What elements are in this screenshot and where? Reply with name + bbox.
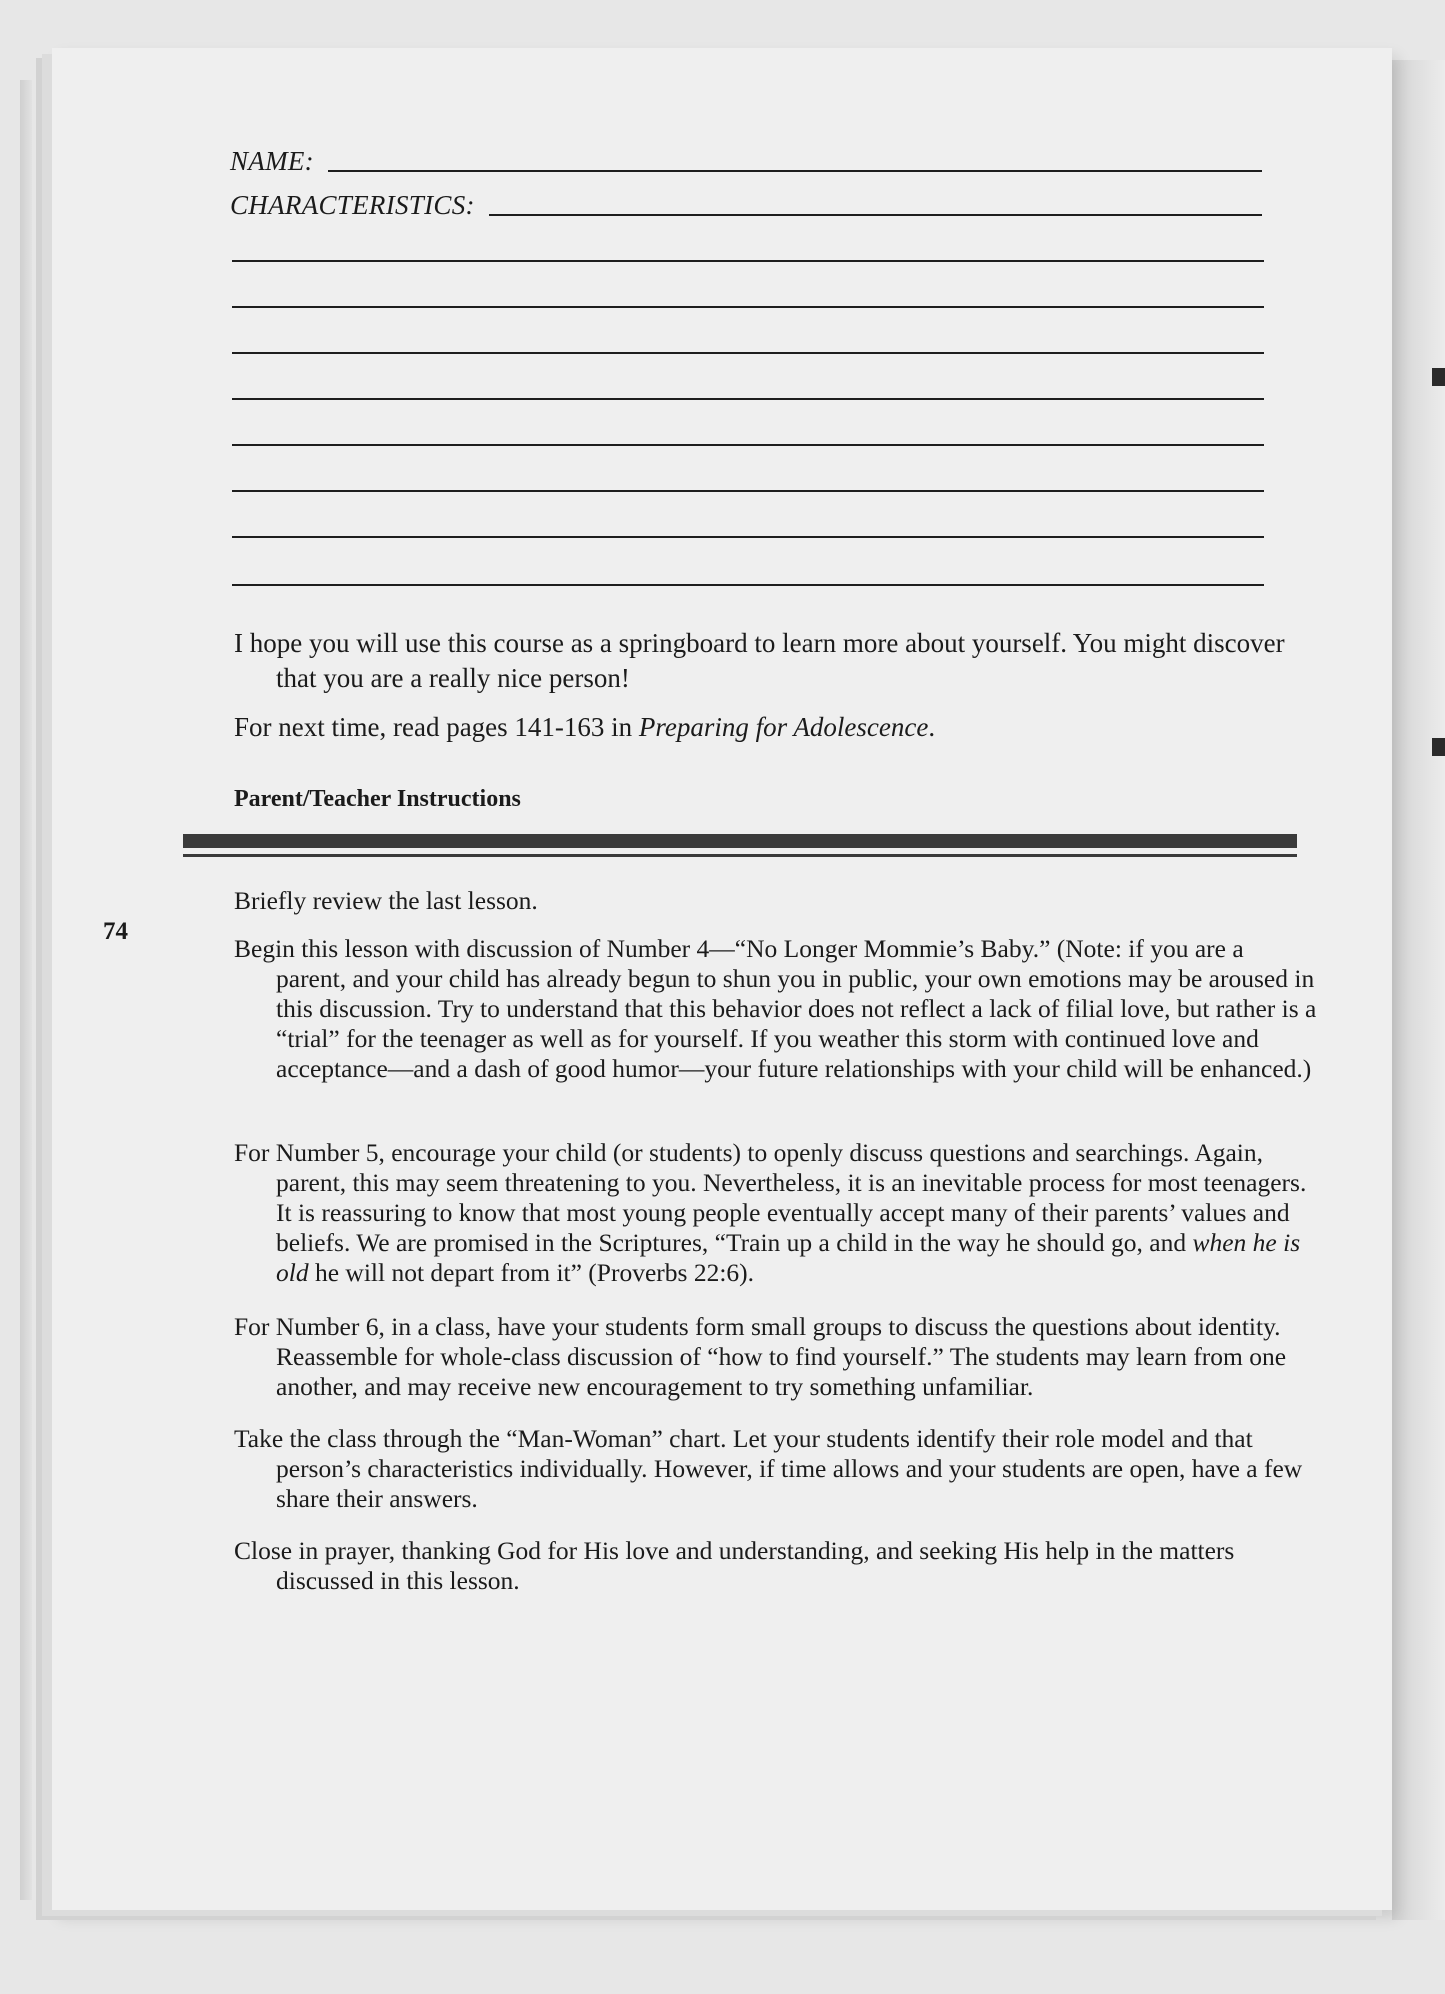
characteristics-label: CHARACTERISTICS: — [230, 190, 475, 220]
instruction-emphasis: when he is old — [276, 1228, 1301, 1287]
blank-writing-line — [232, 536, 1264, 538]
instruction-paragraph: For Number 6, in a class, have your students form small groups to discuss the questions about identity. Reassemble for whole-class discussion of “how to find yourself.” The students may learn from one another, and may receive new encouragement to try something unfamiliar. — [234, 1312, 1287, 1401]
section-divider-thin — [183, 854, 1297, 857]
instruction-paragraph: Briefly review the last lesson. — [234, 886, 538, 915]
facing-page-mark — [1432, 368, 1445, 386]
name-label: NAME: — [230, 146, 314, 176]
reading-assignment — [234, 710, 1320, 745]
blank-writing-line — [232, 398, 1264, 400]
characteristics-blank-line — [489, 214, 1262, 216]
springboard-paragraph: I hope you will use this course as a springboard to learn more about yourself. You might discover that you are a really nice person! — [234, 628, 1285, 693]
blank-writing-line — [232, 306, 1264, 308]
blank-writing-line — [232, 584, 1264, 586]
reading-prefix: For next time, read pages 141-163 in — [234, 712, 639, 742]
instruction-text: he will not depart from it” (Proverbs 22:6). — [308, 1258, 755, 1287]
characteristics-field — [230, 190, 1262, 221]
blank-writing-line — [232, 444, 1264, 446]
instruction-paragraph — [234, 1138, 1320, 1288]
blank-writing-line — [232, 260, 1264, 262]
instruction-text: For Number 5, encourage your child (or students) to openly discuss questions and searchings. Again, parent, this may seem threatening to you. Nevertheless, it is an inevitable process for most teenagers. It is reassuring to know that most young people eventually accept many of their parents’ values and beliefs. We are promised in the Scriptures, “Train up a child in the way he should go, and — [234, 1138, 1307, 1257]
instruction-paragraph: Close in prayer, thanking God for His love and understanding, and seeking His help in the matters discussed in this lesson. — [234, 1536, 1235, 1595]
name-field — [230, 146, 1262, 177]
instruction-paragraph: Begin this lesson with discussion of Number 4—“No Longer Mommie’s Baby.” (Note: if you are a parent, and your child has already begun to shun you in public, your own emotions may be aroused in this discussion. Try to understand that this behavior does not reflect a lack of filial love, but rather is a “trial” for the teenager as well as for yourself. If you weather this storm with continued love and acceptance—and a dash of good humor—your future relationships with your child will be enhanced.) — [234, 934, 1317, 1083]
book-title: Preparing for Adolescence — [638, 712, 929, 742]
instruction-paragraph: Take the class through the “Man-Woman” chart. Let your students identify their role model and that person’s characteristics individually. However, if time allows and your students are open, have a few share their answers. — [234, 1424, 1303, 1513]
blank-writing-line — [232, 490, 1264, 492]
name-blank-line — [328, 170, 1262, 172]
facing-page-mark — [1432, 738, 1445, 756]
reading-suffix: . — [928, 712, 936, 742]
page-number: 74 — [103, 918, 128, 945]
blank-writing-line — [232, 352, 1264, 354]
section-heading: Parent/Teacher Instructions — [234, 786, 521, 812]
facing-page-edge — [1392, 60, 1445, 1920]
book-spine-edge — [20, 80, 32, 1900]
section-divider-heavy — [183, 834, 1297, 848]
